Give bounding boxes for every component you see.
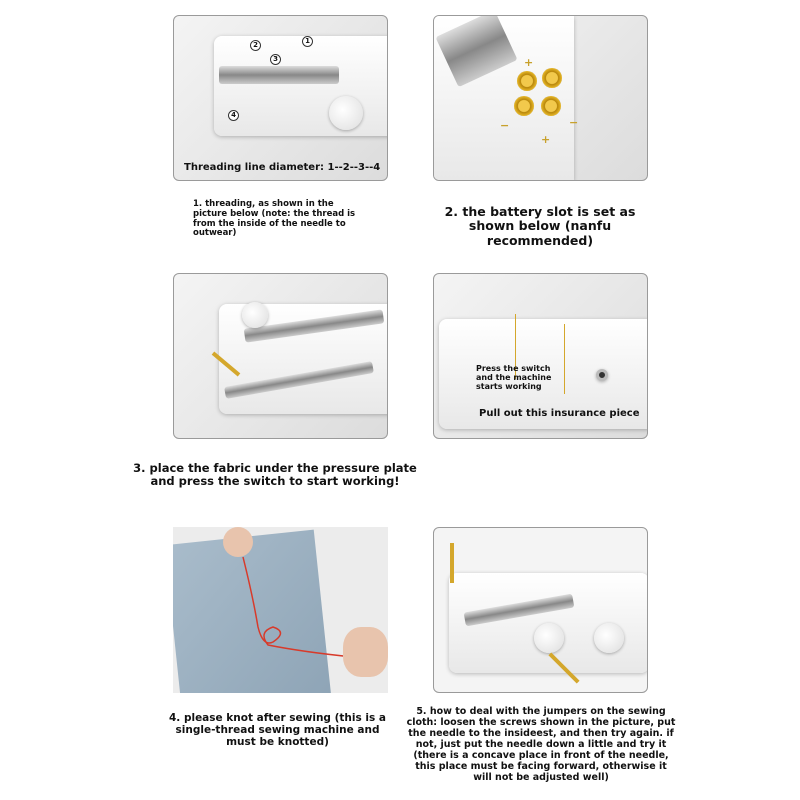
marker-3: 3	[270, 54, 281, 65]
sewing-machine	[214, 36, 388, 136]
step3-text: 3. place the fabric under the pressure plate and press the switch to start working!	[133, 461, 417, 489]
marker-4: 4	[228, 110, 239, 121]
hand	[343, 627, 388, 677]
step2-text: 2. the battery slot is set as shown below (nanfu recommended)	[444, 204, 636, 248]
arrow-down-icon	[450, 543, 454, 583]
fabric-photo	[173, 273, 388, 439]
switch-note: Press the switch and the machine starts working	[476, 364, 552, 392]
pointer-line	[564, 324, 565, 394]
wheel	[329, 96, 363, 130]
threading-photo	[173, 15, 388, 181]
battery-icon	[542, 68, 562, 88]
wheel	[594, 623, 624, 653]
wheel	[242, 302, 268, 328]
step1-text: 1. threading, as shown in the picture below (note: the thread is from the inside of the needle to outwear)	[193, 199, 356, 239]
jumper-fix-photo	[433, 527, 648, 693]
needle-arm	[219, 66, 339, 84]
plus-sign: +	[524, 56, 534, 69]
wheel	[534, 623, 564, 653]
battery-icon	[541, 96, 561, 116]
battery-icon	[514, 96, 534, 116]
knot-photo	[173, 527, 388, 693]
marker-2: 2	[250, 40, 261, 51]
minus-sign: −	[569, 116, 579, 129]
hand	[223, 527, 253, 557]
minus-sign: −	[500, 119, 510, 132]
step5-text: 5. how to deal with the jumpers on the sewing cloth: loosen the screws shown in the picture, put the needle to the insideest, and then try again. if not, just put the needle down a little and try it (there is a concave place in front of the needle, this place must be facing forward, otherwise it will not be adjusted well)	[406, 706, 676, 783]
step4-text: 4. please knot after sewing (this is a single-thread sewing machine and must be knotted)	[169, 712, 386, 749]
switch-photo	[433, 273, 648, 439]
battery-icon	[517, 71, 537, 91]
battery-photo	[433, 15, 648, 181]
marker-1: 1	[302, 36, 313, 47]
plus-sign: +	[541, 133, 551, 146]
threading-caption: Threading line diameter: 1--2--3--4	[184, 162, 381, 173]
screw-icon	[596, 369, 608, 381]
pull-note: Pull out this insurance piece	[479, 408, 640, 419]
